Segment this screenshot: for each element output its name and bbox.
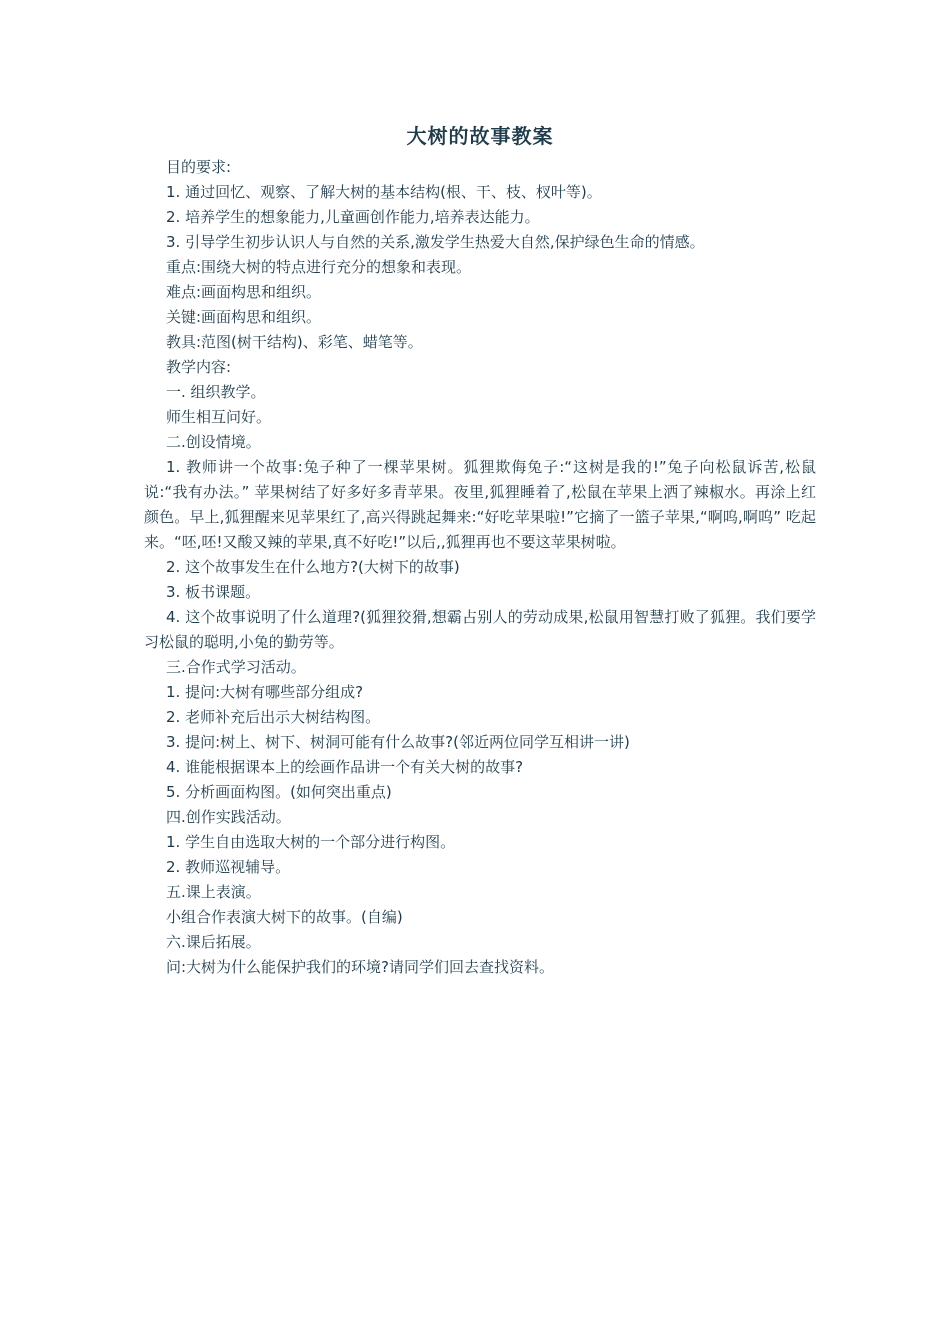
- step-six-heading: 六.课后拓展。: [166, 933, 261, 951]
- difficulty: 难点:画面构思和组织。: [166, 283, 322, 301]
- step-three-item-2: 2. 老师补充后出示大树结构图。: [166, 708, 381, 726]
- document-page: [144, 120, 816, 980]
- step-one-heading: 一. 组织教学。: [166, 383, 266, 401]
- key-point: 重点:围绕大树的特点进行充分的想象和表现。: [166, 258, 472, 276]
- goal-item-2: 2. 培养学生的想象能力,儿童画创作能力,培养表达能力。: [166, 208, 540, 226]
- goal-item-1: 1. 通过回忆、观察、了解大树的基本结构(根、干、枝、杈叶等)。: [166, 183, 602, 201]
- step-one-text: 师生相互问好。: [166, 408, 272, 426]
- step-three-item-5: 5. 分析画面构图。(如何突出重点): [166, 783, 392, 801]
- section-content-heading: 教学内容:: [166, 358, 232, 376]
- step-three-item-1: 1. 提问:大树有哪些部分组成?: [166, 683, 364, 701]
- story-paragraph: 1. 教师讲一个故事:兔子种了一棵苹果树。狐狸欺侮兔子:“这树是我的!”兔子向松鼠诉苦,松鼠说:“我有办法。” 苹果树结了好多好多青苹果。夜里,狐狸睡着了,松鼠在苹果上洒了辣椒水。再涂上红颜色。早上,狐狸醒来见苹果红了,高兴得跳起舞来:“好吃苹果啦!”它摘了一篮子苹果,“啊呜,啊呜” 吃起来。“呸,呸!又酸又辣的苹果,真不好吃!”以后,,狐狸再也不要这苹果树啦。: [144, 458, 816, 551]
- step-three-item-3: 3. 提问:树上、树下、树洞可能有什么故事?(邻近两位同学互相讲一讲): [166, 733, 630, 751]
- step-six-text: 问:大树为什么能保护我们的环境?请同学们回去查找资料。: [166, 958, 555, 976]
- step-two-heading: 二.创设情境。: [166, 433, 261, 451]
- step-five-text: 小组合作表演大树下的故事。(自编): [166, 908, 403, 926]
- document-title: 大树的故事教案: [406, 124, 554, 148]
- step-four-item-2: 2. 教师巡视辅导。: [166, 858, 291, 876]
- step-two-item-4: 4. 这个故事说明了什么道理?(狐狸狡猾,想霸占别人的劳动成果,松鼠用智慧打败了狐狸。我们要学习松鼠的聪明,小兔的勤劳等。: [144, 608, 816, 651]
- teaching-aids: 教具:范图(树干结构)、彩笔、蜡笔等。: [166, 333, 423, 351]
- step-two-item-2: 2. 这个故事发生在什么地方?(大树下的故事): [166, 558, 460, 576]
- step-four-heading: 四.创作实践活动。: [166, 808, 291, 826]
- goal-item-3: 3. 引导学生初步认识人与自然的关系,激发学生热爱大自然,保护绿色生命的情感。: [166, 233, 705, 251]
- step-three-heading: 三.合作式学习活动。: [166, 658, 306, 676]
- key-factor: 关键:画面构思和组织。: [166, 308, 322, 326]
- step-three-item-4: 4. 谁能根据课本上的绘画作品讲一个有关大树的故事?: [166, 758, 524, 776]
- section-goals-heading: 目的要求:: [166, 158, 232, 176]
- step-four-item-1: 1. 学生自由选取大树的一个部分进行构图。: [166, 833, 456, 851]
- step-five-heading: 五.课上表演。: [166, 883, 261, 901]
- step-two-item-3: 3. 板书课题。: [166, 583, 261, 601]
